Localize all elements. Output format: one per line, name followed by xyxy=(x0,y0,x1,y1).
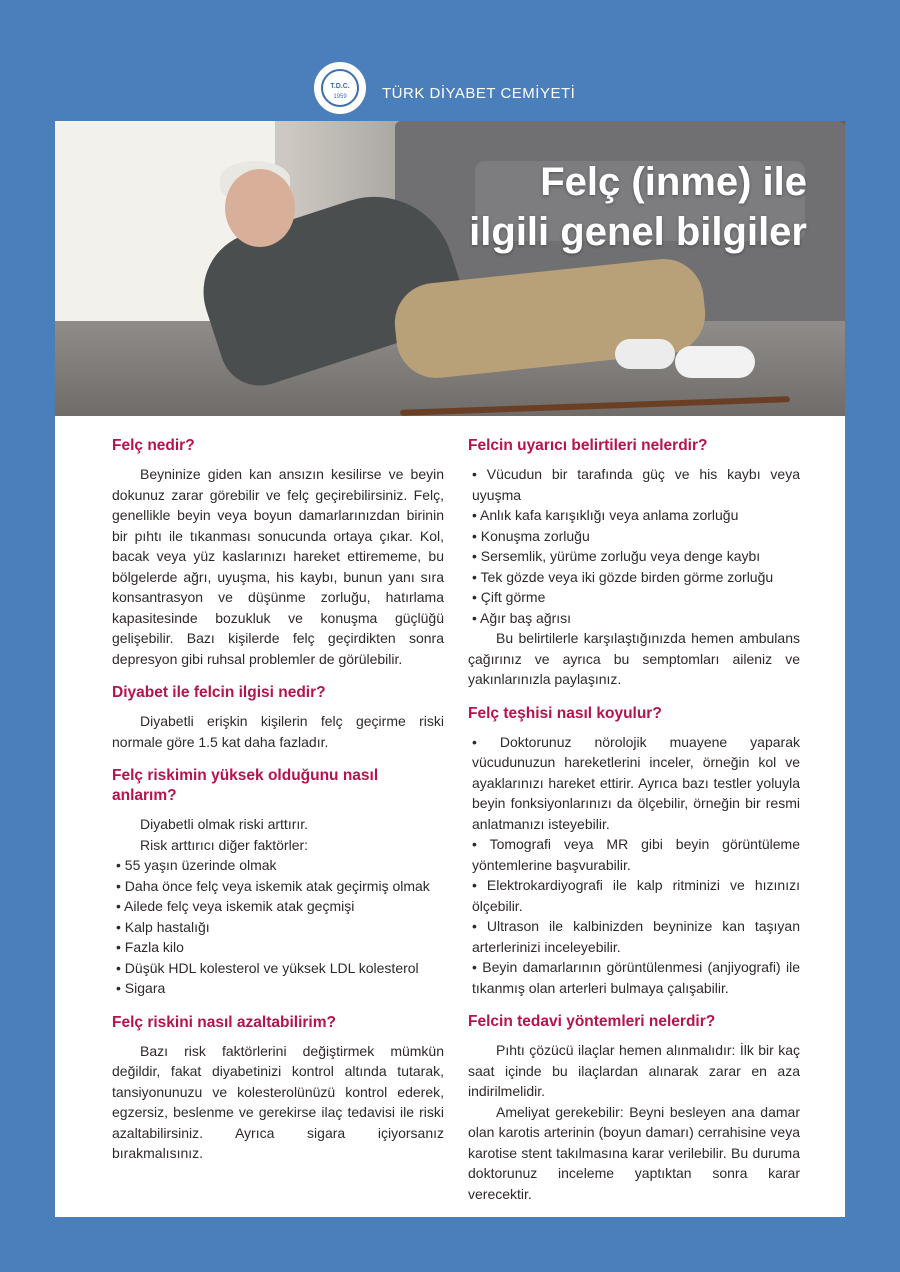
list-item: • Ağır baş ağrısı xyxy=(468,608,800,629)
list-item: • Çift görme xyxy=(468,587,800,608)
list-item: • Anlık kafa karışıklığı veya anlama zorluğu xyxy=(468,505,800,526)
left-column xyxy=(112,436,444,1178)
list-item: • Sigara xyxy=(112,978,444,999)
list-item: • 55 yaşın üzerinde olmak xyxy=(112,855,444,876)
list-item: • Sersemlik, yürüme zorluğu veya denge kaybı xyxy=(468,546,800,567)
list-item: • Beyin damarlarının görüntülenmesi (anjiyografi) ile tıkanmış olan arterleri bulmaya çalışabilir. xyxy=(468,957,800,998)
section-heading: Felç riskini nasıl azaltabilirim? xyxy=(112,1013,336,1031)
hero-person-head xyxy=(225,169,295,247)
title-line-2: ilgili genel bilgiler xyxy=(469,210,807,254)
section-diabetes-stroke xyxy=(112,683,444,752)
section-risk xyxy=(112,766,444,999)
list-item: • Ultrason ile kalbinizden beyninize kan taşıyan arterlerinizi inceleyebilir. xyxy=(468,916,800,957)
list-item: • Konuşma zorluğu xyxy=(468,526,800,547)
paragraph: Diyabetli erişkin kişilerin felç geçirme riski normale göre 1.5 kat daha fazladır. xyxy=(112,713,444,750)
content-card xyxy=(55,121,845,1217)
logo-text: T.D.C. xyxy=(330,83,350,90)
list-item: • Elektrokardiyografi ile kalp ritminizi ve hızınızı ölçebilir. xyxy=(468,875,800,916)
paragraph: Diyabetli olmak riski arttırır. xyxy=(140,816,309,832)
section-heading: Diyabet ile felcin ilgisi nedir? xyxy=(112,684,326,701)
tdc-logo-icon xyxy=(314,62,366,114)
list-item: • Kalp hastalığı xyxy=(112,917,444,938)
list-item: • Ailede felç veya iskemik atak geçmişi xyxy=(112,896,444,917)
paragraph: Pıhtı çözücü ilaçlar hemen alınmalıdır: İlk bir kaç saat içinde bu ilaçlardan alınarak zarar en aza indirilmelidir. xyxy=(468,1042,800,1099)
list-item: • Fazla kilo xyxy=(112,937,444,958)
paragraph: Bazı risk faktörlerini değiştirmek mümkün değildir, fakat diyabetinizi kontrol altında tutarak, tansiyonunuzu ve kolesterolünüzü kontrol ederek, egzersiz, beslenme ve gerekirse ilaç tedavisi ile riski azaltabilirsiniz. Ayrıca sigara içiyorsanız bırakmalısınız. xyxy=(112,1042,444,1161)
list-item: • Düşük HDL kolesterol ve yüksek LDL kolesterol xyxy=(112,958,444,979)
page-title xyxy=(387,157,807,257)
section-what-is-stroke xyxy=(112,436,444,669)
section-heading: Felç nedir? xyxy=(112,437,195,454)
logo-year: 1959 xyxy=(333,94,347,100)
section-heading: Felç teşhisi nasıl koyulur? xyxy=(468,704,662,722)
right-column xyxy=(468,436,800,1218)
hero-image xyxy=(55,121,845,416)
list-item: • Daha önce felç veya iskemik atak geçirmiş olmak xyxy=(112,876,444,897)
paragraph: Bu belirtilerle karşılaştığınızda hemen ambulans çağırınız ve ayrıca bu semptomları aileniz ve yakınlarınızla paylaşınız. xyxy=(468,630,800,687)
section-diagnosis xyxy=(468,704,800,999)
list-item: • Tek gözde veya iki gözde birden görme zorluğu xyxy=(468,567,800,588)
paragraph: Risk arttırıcı diğer faktörler: xyxy=(140,836,309,853)
section-treatment xyxy=(468,1012,800,1204)
paragraph: Ameliyat gerekebilir: Beyni besleyen ana damar olan karotis arterinin (boyun damarı) cerrahisine veya karotise stent takılmasına karar verilebilir. Bu duruma doktorunuz inceleme yaptıktan sonra karar verecektir. xyxy=(468,1103,800,1202)
page-header xyxy=(0,58,900,120)
section-heading: Felcin uyarıcı belirtileri nelerdir? xyxy=(468,437,708,454)
section-heading: Felcin tedavi yöntemleri nelerdir? xyxy=(468,1013,716,1030)
paragraph: Beyninize giden kan ansızın kesilirse ve beyin dokunuz zarar görebilir ve felç geçirebilirsiniz. Felç, genellikle beyin veya boyun damarlarınızdan birinin bir pıhtı ile tıkanması sonucunda ortaya çıkar. Kol, bacak veya yüz kaslarınızı hareket ettirememe, bu bölgelerde ağrı, uyuşma, his kaybı, bunun yanı sıra konsantrasyon ve düşünme zorluğu, hatırlama kapasitesinde bozukluk ve konuşma güçlüğü gelişebilir. Bazı kişilerde felç geçirdikten sonra depresyon gibi ruhsal problemler de görülebilir. xyxy=(112,466,444,667)
section-heading: Felç riskimin yüksek olduğunu nasıl anlarım? xyxy=(112,767,379,804)
hero-shoe xyxy=(615,339,675,369)
list-item: • Doktorunuz nörolojik muayene yaparak vücudunuzun hareketlerini inceler, örneğin kol ve ayaklarınızı hareket ettirir. Ayrıca bazı testler yoluyla beyin fonksiyonlarınızı da ölçebilir, örneğin bir resmi anlatmanızı isteyebilir. xyxy=(468,732,800,835)
section-warning-signs xyxy=(468,436,800,690)
section-reduce-risk xyxy=(112,1013,444,1164)
organization-name: TÜRK DİYABET CEMİYETİ xyxy=(382,85,576,102)
title-line-1: Felç (inme) ile xyxy=(540,160,807,204)
list-item: • Vücudun bir tarafında güç ve his kaybı veya uyuşma xyxy=(468,464,800,505)
hero-shoe xyxy=(675,346,755,378)
list-item: • Tomografi veya MR gibi beyin görüntüleme yöntemlerine başvurabilir. xyxy=(468,834,800,875)
logo-ring xyxy=(321,69,359,107)
